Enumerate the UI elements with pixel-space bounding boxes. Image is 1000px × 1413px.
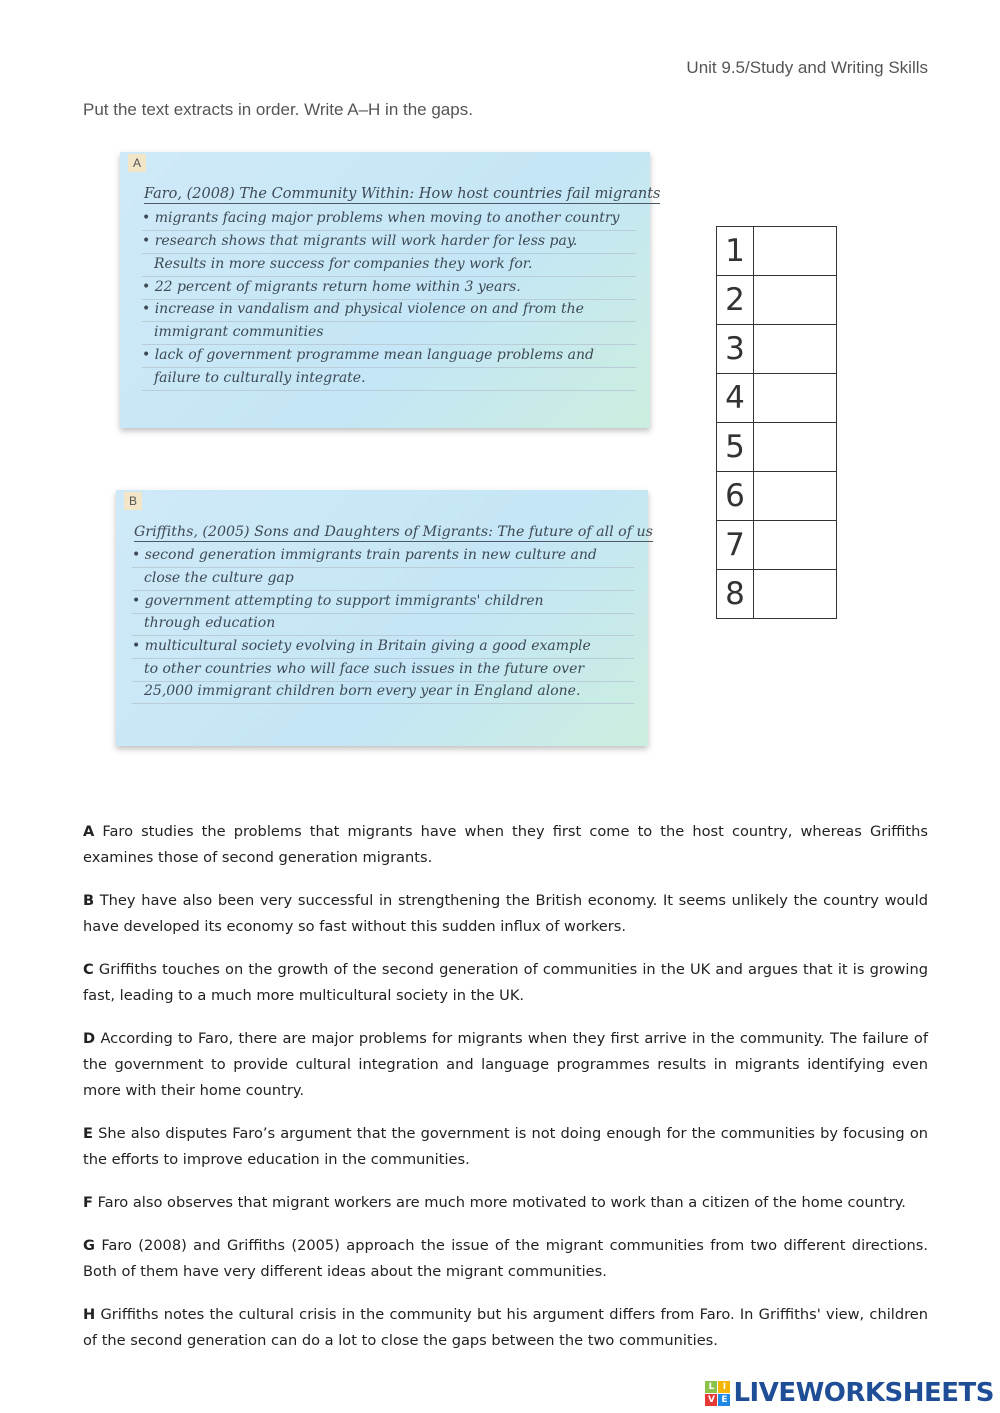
extract-letter: C [83, 961, 94, 978]
note-card-a [120, 152, 661, 428]
answer-cell [754, 570, 837, 619]
extract-item [83, 1026, 928, 1104]
card-b-line: close the culture gap [132, 568, 634, 591]
extract-item [83, 957, 928, 1009]
answer-input[interactable] [754, 571, 836, 617]
card-b-line: • multicultural society evolving in Britain giving a good example [132, 636, 634, 659]
card-b-title: Griffiths, (2005) Sons and Daughters of Migrants: The future of all of us [134, 524, 653, 540]
liveworksheets-logo [705, 1379, 994, 1407]
answer-cell [754, 374, 837, 423]
answer-row [717, 374, 837, 423]
extract-item [83, 888, 928, 940]
answer-row [717, 521, 837, 570]
card-b-line: through education [132, 613, 634, 636]
answer-number: 2 [717, 276, 754, 325]
answer-row [717, 570, 837, 619]
extract-item [83, 1190, 928, 1216]
card-b-letter: B [124, 492, 142, 510]
extract-item [83, 1233, 928, 1285]
answer-row [717, 472, 837, 521]
answer-row [717, 423, 837, 472]
extract-text: Griffiths notes the cultural crisis in the community but his argument differs from Faro. In Griffiths' view, children of the second generation can do a lot to close the gaps between the two communities. [83, 1306, 928, 1349]
instruction-text: Put the text extracts in order. Write A–H in the gaps. [83, 100, 473, 119]
extract-text: They have also been very successful in strengthening the British economy. It seems unlikely the country would have developed its economy so fast without this sudden influx of workers. [83, 892, 928, 935]
answer-input[interactable] [754, 277, 836, 323]
card-a-line: • migrants facing major problems when moving to another country [142, 208, 636, 231]
card-a-line: • increase in vandalism and physical violence on and from the [142, 299, 636, 322]
answer-row [717, 276, 837, 325]
answer-number: 7 [717, 521, 754, 570]
card-b-line: 25,000 immigrant children born every year in England alone. [132, 681, 634, 704]
answer-number: 1 [717, 227, 754, 276]
card-a-line: • 22 percent of migrants return home within 3 years. [142, 277, 636, 300]
extract-text: Faro studies the problems that migrants have when they first come to the host country, whereas Griffiths examines those of second generation migrants. [83, 823, 928, 866]
logo-text: LIVEWORKSHEETS [733, 1378, 994, 1408]
card-a-line: Results in more success for companies they work for. [142, 254, 636, 277]
extract-text: Faro (2008) and Griffiths (2005) approach the issue of the migrant communities from two different directions. Both of them have very different ideas about the migrant communities. [83, 1237, 928, 1280]
extract-list [83, 819, 928, 1371]
unit-header: Unit 9.5/Study and Writing Skills [686, 58, 928, 77]
card-b-line: • second generation immigrants train parents in new culture and [132, 545, 634, 568]
card-a-line: failure to culturally integrate. [142, 368, 636, 391]
card-b-line: to other countries who will face such issues in the future over [132, 659, 634, 682]
answer-number: 5 [717, 423, 754, 472]
extract-text: Griffiths touches on the growth of the second generation of communities in the UK and argues that it is growing fast, leading to a much more multicultural society in the UK. [83, 961, 928, 1004]
answer-cell [754, 325, 837, 374]
extract-letter: F [83, 1194, 93, 1211]
extract-text: According to Faro, there are major problems for migrants when they first arrive in the community. The failure of the government to provide cultural integration and language programmes results in migrants identifying even more with their home country. [83, 1030, 928, 1099]
answer-row [717, 325, 837, 374]
extract-letter: G [83, 1237, 95, 1254]
answer-number: 6 [717, 472, 754, 521]
card-a-title: Faro, (2008) The Community Within: How host countries fail migrants [144, 186, 661, 202]
answer-input[interactable] [754, 424, 836, 470]
note-card-b [116, 490, 653, 746]
answer-number: 4 [717, 374, 754, 423]
extract-item [83, 1121, 928, 1173]
card-a-line: • research shows that migrants will work harder for less pay. [142, 231, 636, 254]
answer-cell [754, 521, 837, 570]
card-a-line: immigrant communities [142, 322, 636, 345]
extract-item [83, 819, 928, 871]
extract-letter: E [83, 1125, 93, 1142]
extract-letter: D [83, 1030, 96, 1047]
answer-input[interactable] [754, 375, 836, 421]
extract-item [83, 1302, 928, 1354]
answer-input[interactable] [754, 228, 836, 274]
answer-cell [754, 227, 837, 276]
answer-number: 8 [717, 570, 754, 619]
answer-input[interactable] [754, 522, 836, 568]
card-b-line: • government attempting to support immigrants' children [132, 591, 634, 614]
extract-letter: B [83, 892, 95, 909]
card-a-line: • lack of government programme mean language problems and [142, 345, 636, 368]
answer-cell [754, 423, 837, 472]
extract-letter: H [83, 1306, 96, 1323]
answer-number: 3 [717, 325, 754, 374]
answer-row [717, 227, 837, 276]
answer-input[interactable] [754, 473, 836, 519]
answer-cell [754, 276, 837, 325]
extract-text: Faro also observes that migrant workers are much more motivated to work than a citizen of the home country. [92, 1194, 906, 1211]
answer-grid [716, 226, 837, 619]
extract-text: She also disputes Faro’s argument that the government is not doing enough for the communities by focusing on the efforts to improve education in the communities. [83, 1125, 928, 1168]
answer-cell [754, 472, 837, 521]
card-a-letter: A [128, 154, 146, 172]
extract-letter: A [83, 823, 95, 840]
logo-mark-icon: L I V E [705, 1381, 730, 1406]
answer-input[interactable] [754, 326, 836, 372]
